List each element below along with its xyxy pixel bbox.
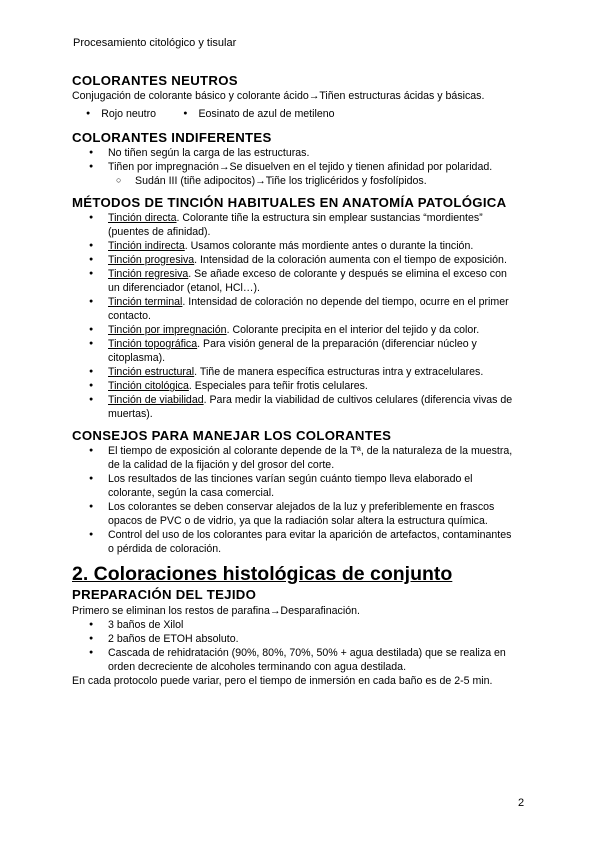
term: Tinción topográfica (108, 338, 198, 350)
page-number: 2 (518, 797, 525, 809)
section-2-intro: Primero se eliminan los restos de parafina→Desparafinación. (72, 605, 360, 617)
list-item (72, 323, 520, 337)
list-item: ● 2 baños de ETOH absoluto. (72, 632, 520, 646)
term-description: . Se añade exceso de colorante y después se elimina el exceso con un diferenciador (etanol, HCl…). (108, 268, 507, 294)
section-title-indiferentes: COLORANTES INDIFERENTES (72, 130, 272, 145)
term-description: . Colorante tiñe la estructura sin emplear sustancias “mordientes” (puentes de afinidad). (108, 212, 483, 238)
list-item (72, 239, 520, 253)
list-item (72, 267, 520, 295)
term: Tinción indirecta (108, 240, 185, 252)
term: Tinción regresiva (108, 268, 189, 280)
term-description: . Intensidad de la coloración aumenta con el tiempo de exposición. (194, 254, 507, 266)
list-item: ● Tiñen por impregnación→Se disuelven en el tejido y tienen afinidad por polaridad. (72, 160, 532, 174)
section-2-title: 2. Coloraciones histológicas de conjunto (72, 563, 453, 585)
term: Tinción progresiva (108, 254, 195, 266)
section-2-list (72, 618, 532, 674)
list-item: Rojo neutro (101, 108, 157, 120)
term: Tinción de viabilidad (108, 394, 204, 406)
indiferentes-list (72, 146, 532, 188)
list-item: ● Los resultados de las tinciones varían según cuánto tiempo lleva elaborado el colorante, según la casa comercial. (72, 472, 520, 500)
bullet-icon: ● (86, 110, 91, 117)
list-item (72, 365, 520, 379)
list-item (72, 379, 520, 393)
section-2-closing: En cada protocolo puede variar, pero el tiempo de inmersión en cada baño es de 2-5 min. (72, 675, 493, 687)
metodos-list (72, 211, 532, 421)
list-item: ● 3 baños de Xilol (72, 618, 520, 632)
term-description: . Usamos colorante más mordiente antes o durante la tinción. (184, 240, 474, 252)
page-content (72, 70, 532, 688)
list-item (72, 295, 520, 323)
section-title-consejos: CONSEJOS PARA MANEJAR LOS COLORANTES (72, 428, 392, 443)
term: Tinción citológica (108, 380, 189, 392)
term-description: . Para visión general de la preparación (diferenciar núcleo y citoplasma). (108, 338, 477, 364)
list-item: ● Control del uso de los colorantes para evitar la aparición de artefactos, contaminantes o pérdida de coloración. (72, 528, 520, 556)
bullet-icon: ● (183, 110, 188, 117)
page-header: Procesamiento citológico y tisular (73, 37, 237, 49)
term-description: . Especiales para teñir frotis celulares. (188, 380, 368, 392)
term-description: . Colorante precipita en el interior del tejido y da color. (226, 324, 480, 336)
list-item: ● Los colorantes se deben conservar alejados de la luz y preferiblemente en frascos opacos de PVC o de vidrio, ya que la radiación solar altera la estructura química. (72, 500, 520, 528)
list-item (72, 211, 520, 239)
list-item (72, 393, 520, 421)
term-description: . Para medir la viabilidad de cultivos celulares (diferencia vivas de muertas). (108, 394, 513, 420)
list-item: ● El tiempo de exposición al colorante depende de la Tª, de la naturaleza de la muestra, de la calidad de la fijación y del grosor del corte. (72, 444, 520, 472)
neutros-list (72, 107, 532, 121)
consejos-list (72, 444, 532, 556)
section-2-subtitle: PREPARACIÓN DEL TEJIDO (72, 587, 257, 602)
neutros-text: Conjugación de colorante básico y colorante ácido→Tiñen estructuras ácidas y básicas. (72, 90, 485, 102)
term: Tinción terminal (108, 296, 183, 308)
list-item: ● No tiñen según la carga de las estructuras. (72, 146, 532, 160)
list-item (72, 337, 520, 365)
list-item: Eosinato de azul de metileno (198, 108, 335, 120)
term-description: . Tiñe de manera específica estructuras intra y extracelulares. (194, 366, 484, 378)
section-title-metodos: MÉTODOS DE TINCIÓN HABITUALES EN ANATOMÍA PATOLÓGICA (72, 195, 507, 210)
term-description: . Intensidad de coloración no depende del tiempo, ocurre en el primer contacto. (108, 296, 509, 322)
term: Tinción por impregnación (108, 324, 227, 336)
sub-list-item: ○ Sudán III (tiñe adipocitos)→Tiñe los triglicéridos y fosfolípidos. (72, 174, 532, 188)
term: Tinción estructural (108, 366, 195, 378)
section-title-neutros: COLORANTES NEUTROS (72, 73, 238, 88)
term: Tinción directa (108, 212, 177, 224)
list-item (72, 253, 520, 267)
list-item: ● Cascada de rehidratación (90%, 80%, 70%, 50% + agua destilada) que se realiza en orden decreciente de alcoholes terminando con agua destilada. (72, 646, 520, 674)
